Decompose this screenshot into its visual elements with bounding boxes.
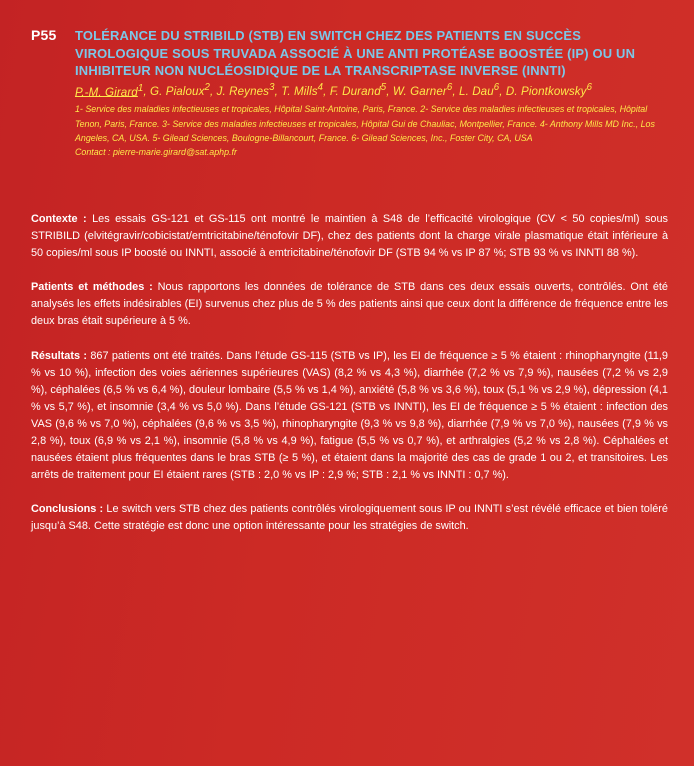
author-name: F. Durand [329,85,381,99]
section-text: 867 patients ont été traités. Dans l’étude GS-115 (STB vs IP), les EI de fréquence ≥ 5 % étaient : rhinopharyngite (11,9 % vs 10 %), infection des voies aériennes supérieures (VAS) (8,2 % vs 4,3 %), diarrhée (7,2 % vs 7,9 %), nausées (7,2 % vs 2,9 %), céphalées (6,5 % vs 6,4 %), douleur lombaire (5,5 % vs 1,4 %), anxiété (5,8 % vs 3,6 %), toux (5,1 % vs 2,9 %), dépression (4,1 % vs 5,7 %), et insomnie (3,4 % vs 5,0 %). Dans l’étude GS-121 (STB vs INNTI), les EI de fréquence ≥ 5 % étaient : infection des VAS (9,6 % vs 7,0 %), céphalées (9,6 % vs 3,5 %), rhinopharyngite (9,3 % vs 9,8 %), diarrhée (7,9 % vs 7,0 %), nausées (7,9 % vs 2,8 %), toux (6,9 % vs 2,1 %), insomnie (5,8 % vs 4,9 %), fatigue (5,5 % vs 0,7 %), et arthralgies (5,2 % vs 2,8 %). Céphalées et nausées étaient plus fréquentes dans le bras STB (≥ 5 %), et étaient dans la majorité des cas de grade 1 ou 2, et transitoires. Les arrêts de traitement pour EI étaient rares (STB : 2,0 % vs IP : 2,9 %; STB : 2,1 % vs INNTI : 0,7 %). [31,349,668,482]
section-contexte [31,211,668,262]
author-name: J. Reynes [216,85,270,99]
author-name: G. Pialoux [149,85,205,99]
author-affiliation-mark: 6 [493,82,500,94]
abstract-header [31,27,671,159]
section-text: Nous rapportons les données de tolérance de STB dans ces deux essais ouverts, contrôlés. Ont été analysés les effets indésirables (EI) survenus chez plus de 5 % des patients ainsi que ceux dont la différence de fréquence entre les deux bras était supérieure à 5 %. [31,281,668,328]
author-affiliation-mark: 2 [204,82,210,94]
other-authors: , G. Pialoux$^2$, J. Reynes$^3$, T. Mills$^4$, F. Durand$^5$, W. Garner$^6$, L. Dau$^6$, D. Piontkowsky$^6$ [143,82,593,99]
author-name: T. Mills [281,85,318,99]
author-affiliation-mark: 4 [317,82,324,94]
section-heading: Contexte : [31,213,87,225]
author-affiliation-mark: 5 [380,82,387,94]
section-conclusions [31,501,668,535]
first-author: P.-M. Girard [75,85,138,99]
contact-email: Contact : pierre-marie.girard@sat.aphp.fr [75,146,237,157]
section-heading: Résultats : [31,349,87,362]
abstract-body [31,211,668,553]
affiliations: 1- Service des maladies infectieuses et tropicales, Hôpital Saint-Antoine, Paris, France. 2- Service des maladies infectieuses et tropicales, Hôpital Tenon, Paris, France. 3- Service des maladies infectieuses et tropicales, Hôpital Gui de Chauliac, Montpellier, France. 4- Anthony Mills MD Inc., Los Angeles, CA, USA. 5- Gilead Sciences, Boulogne-Billancourt, France. 6- Gilead Sciences, Inc., Foster City, CA, USA [75,104,655,143]
poster-number: P55 [31,27,57,43]
section-text: Le switch vers STB chez des patients contrôlés virologiquement sous IP ou INNTI s’est révélé efficace et bien toléré jusqu’à S48. Cette stratégie est donc une option intéressante pour les stratégies de switch. [31,503,668,533]
section-methodes [31,279,668,330]
section-resultats [31,348,668,485]
section-text: Les essais GS-121 et GS-115 ont montré le maintien à S48 de l’efficacité virologique (CV < 50 copies/ml) sous STRIBILD (elvitégravir/cobicistat/emtricitabine/ténofovir DF), chez des patients dont la charge virale plasmatique était inférieure à 50 copies/ml sous IP boosté ou INNTI, associé à emtricitabine/ténofovir DF (STB 94 % vs IP 87 %; STB 93 % vs INNTI 88 %). [31,213,668,260]
author-name: W. Garner [392,85,447,99]
author-name: D. Piontkowsky [505,85,587,99]
abstract-title: TOLÉRANCE DU STRIBILD (STB) EN SWITCH CHEZ DES PATIENTS EN SUCCÈS VIROLOGIQUE SOUS TRUVADA ASSOCIÉ À UNE ANTI PROTÉASE BOOSTÉE (IP) OU UN INHIBITEUR NON NUCLÉOSIDIQUE DE LA TRANSCRIPTASE INVERSE (INNTI) [75,28,636,78]
author-list [75,81,671,101]
author-affiliation-mark: 6 [446,82,453,94]
section-heading: Conclusions : [31,503,104,516]
section-heading: Patients et méthodes : [31,281,153,294]
author-name: L. Dau [459,85,494,99]
author-affiliation-mark: 1 [137,82,144,94]
author-affiliation-mark: 3 [269,82,275,94]
author-affiliation-mark: 6 [586,82,593,94]
